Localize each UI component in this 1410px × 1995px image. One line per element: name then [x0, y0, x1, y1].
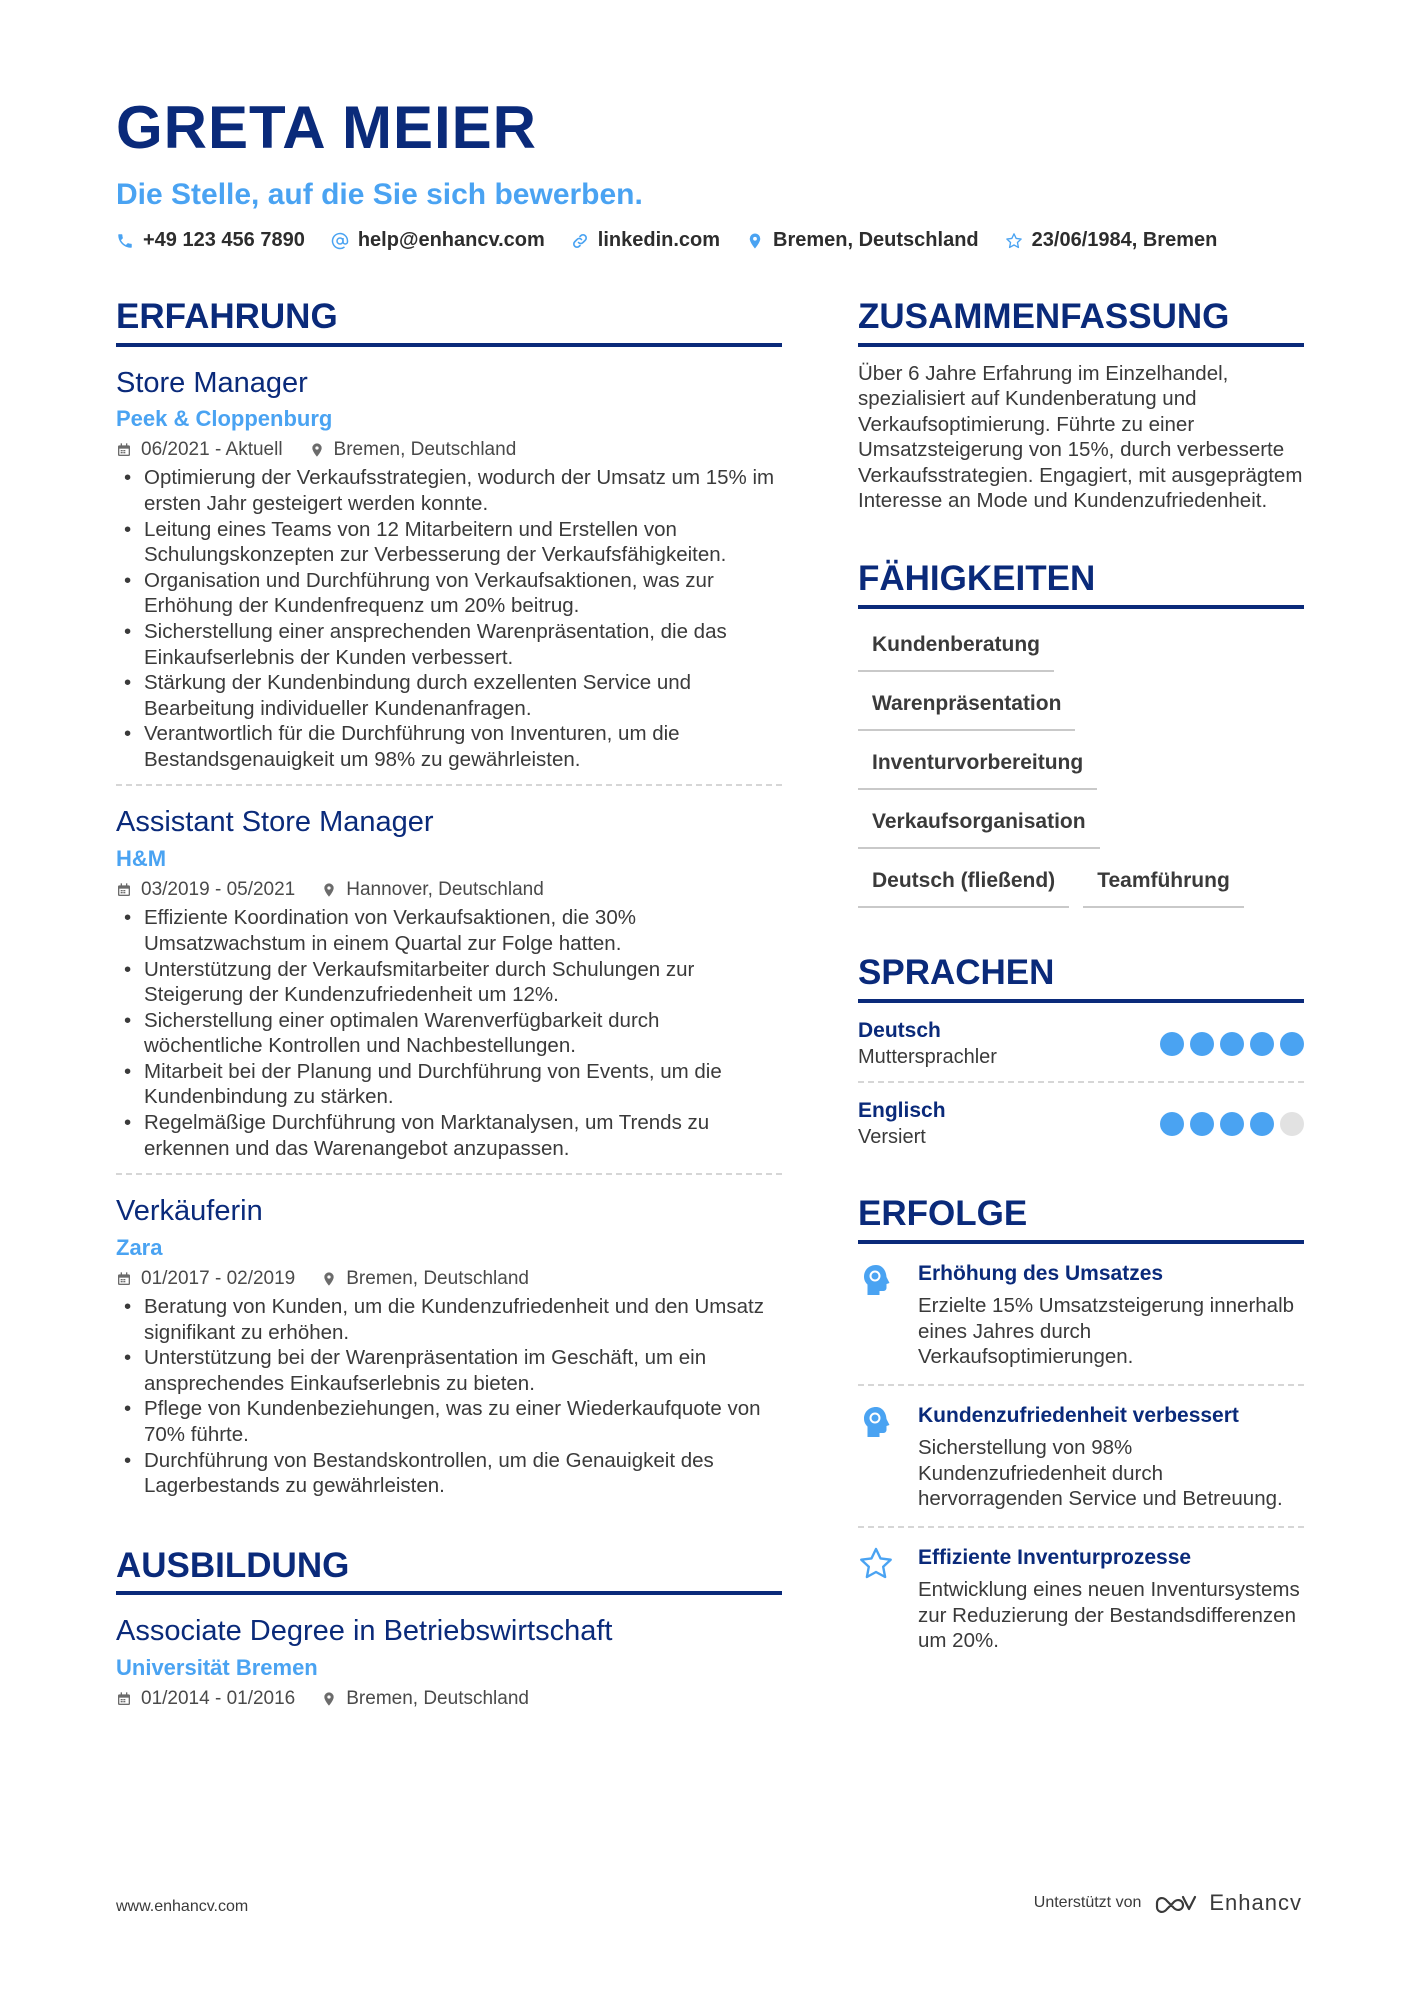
education-dates: 01/2014 - 01/2016 — [141, 1688, 296, 1710]
languages-heading: SPRACHEN — [858, 954, 1304, 1003]
school-name: Universität Bremen — [116, 1654, 318, 1680]
head-icon — [858, 1404, 894, 1440]
birth-text: 23/06/1984, Bremen — [1031, 229, 1218, 251]
achievement-item — [858, 1386, 1304, 1528]
achievement-description: Entwicklung eines neuen Inventursystems zur Reduzierung der Bestandsdifferenzen um 20%. — [918, 1578, 1300, 1653]
linkedin-text: linkedin.com — [597, 229, 721, 251]
email-text: help@enhancv.com — [357, 229, 545, 251]
bullet-item: • Mitarbeit bei der Planung und Durchführung von Events, um die Kundenbindung zu stärken. — [116, 1059, 782, 1110]
contact-linkedin[interactable] — [571, 229, 720, 252]
company-name: H&M — [116, 845, 167, 871]
summary-heading: ZUSAMMENFASSUNG — [858, 298, 1304, 347]
contact-location — [746, 229, 979, 252]
bullet-item: • Beratung von Kunden, um die Kundenzufriedenheit und den Umsatz signifikant zu erhöhen. — [116, 1294, 782, 1345]
skill-tag: Kundenberatung — [858, 619, 1054, 672]
skill-tag: Deutsch (fließend) — [858, 855, 1069, 908]
brand-name: Enhancv — [1209, 1890, 1302, 1915]
job-location: Hannover, Deutschland — [346, 879, 544, 901]
achievement-title: Erhöhung des Umsatzes — [918, 1261, 1164, 1285]
contact-birth — [1005, 229, 1218, 252]
location-pin-icon — [321, 1691, 337, 1707]
rating-dot — [1220, 1032, 1244, 1056]
summary-text: Über 6 Jahre Erfahrung im Einzelhandel, spezialisiert auf Kundenberatung und Verkaufsoptimierung. Führte zu einer Umsatzsteigerung von 15%, durch verbesserte Verkaufsstrategien. Engagiert, mit ausgeprägtem Interesse an Mode und Kundenzufriedenheit. — [858, 361, 1303, 513]
bullet-item: • Sicherstellung einer ansprechenden Warenpräsentation, die das Einkaufserlebnis der Kunden verbessert. — [116, 619, 782, 670]
at-icon — [331, 232, 349, 250]
job-title: Verkäuferin — [116, 1195, 263, 1228]
candidate-name: GRETA MEIER — [116, 94, 538, 161]
language-name: Deutsch — [858, 1018, 941, 1042]
footer-branding — [1034, 1890, 1302, 1916]
phone-text: +49 123 456 7890 — [143, 229, 305, 251]
left-column — [116, 298, 782, 1710]
bullet-item: • Organisation und Durchführung von Verkaufsaktionen, was zur Erhöhung der Kundenfrequenz um 20% beitrug. — [116, 568, 782, 619]
contact-phone[interactable] — [116, 229, 305, 252]
calendar-icon — [116, 1691, 132, 1707]
job-meta — [116, 439, 782, 461]
skills-list — [858, 619, 1304, 914]
job-meta — [116, 1268, 782, 1290]
skill-tag: Warenpräsentation — [858, 678, 1075, 731]
job-dates: 03/2019 - 05/2021 — [141, 879, 296, 901]
language-level: Versiert — [858, 1126, 926, 1149]
calendar-icon — [116, 1271, 132, 1287]
bullet-item: • Stärkung der Kundenbindung durch exzellenten Service und Bearbeitung individueller Kundenanfragen. — [116, 670, 782, 721]
education-meta — [116, 1688, 782, 1710]
head-icon — [858, 1262, 894, 1298]
contact-bar — [116, 229, 1306, 252]
achievement-description: Erzielte 15% Umsatzsteigerung innerhalb eines Jahres durch Verkaufsoptimierungen. — [918, 1293, 1295, 1369]
rating-dot — [1190, 1112, 1214, 1136]
language-rating — [1154, 1112, 1304, 1136]
bullet-item: • Optimierung der Verkaufsstrategien, wodurch der Umsatz um 15% im ersten Jahr gesteigert werden konnte. — [116, 465, 782, 516]
job-entry — [116, 786, 782, 1175]
job-entry — [116, 1175, 782, 1511]
company-name: Zara — [116, 1234, 163, 1260]
target-role: Die Stelle, auf die Sie sich bewerben. — [116, 178, 643, 211]
language-name: Englisch — [858, 1098, 946, 1122]
rating-dot — [1190, 1032, 1214, 1056]
language-item — [858, 1097, 1304, 1161]
bullet-item: • Regelmäßige Durchführung von Marktanalysen, um Trends zu erkennen und das Warenangebot anzupassen. — [116, 1110, 782, 1161]
location-pin-icon — [309, 442, 325, 458]
location-text: Bremen, Deutschland — [773, 229, 979, 251]
rating-dot — [1250, 1032, 1274, 1056]
achievement-item — [858, 1244, 1304, 1386]
resume-header — [116, 94, 1306, 252]
bullet-item: • Unterstützung der Verkaufsmitarbeiter durch Schulungen zur Steigerung der Kundenzufriedenheit um 12%. — [116, 957, 782, 1008]
job-location: Bremen, Deutschland — [346, 1268, 529, 1290]
achievement-title: Kundenzufriedenheit verbessert — [918, 1403, 1239, 1427]
skill-tag: Teamführung — [1083, 855, 1244, 908]
calendar-icon — [116, 442, 132, 458]
bullet-item: • Verantwortlich für die Durchführung von Inventuren, um die Bestandsgenauigkeit um 98% zu gewährleisten. — [116, 721, 782, 772]
rating-dot — [1160, 1112, 1184, 1136]
powered-by-text: Unterstützt von — [1033, 1894, 1142, 1911]
degree-title: Associate Degree in Betriebswirtschaft — [116, 1615, 613, 1648]
enhancv-logo-icon — [1153, 1891, 1199, 1915]
language-rating — [1154, 1032, 1304, 1056]
rating-dot — [1220, 1112, 1244, 1136]
achievements-heading: ERFOLGE — [858, 1195, 1304, 1244]
language-item — [858, 1017, 1304, 1083]
experience-heading: ERFAHRUNG — [116, 298, 782, 347]
calendar-icon — [116, 882, 132, 898]
bullet-item: • Effiziente Koordination von Verkaufsaktionen, die 30% Umsatzwachstum in einem Quartal zur Folge hatten. — [116, 905, 782, 956]
link-icon — [571, 232, 589, 250]
job-bullets — [116, 905, 782, 1161]
bullet-item: • Pflege von Kundenbeziehungen, was zu einer Wiederkaufquote von 70% führte. — [116, 1396, 782, 1447]
education-heading: AUSBILDUNG — [116, 1547, 782, 1596]
skills-heading: FÄHIGKEITEN — [858, 560, 1304, 609]
achievement-description: Sicherstellung von 98% Kundenzufriedenheit durch hervorragenden Service und Betreuung. — [918, 1436, 1283, 1511]
footer-website[interactable]: www.enhancv.com — [116, 1898, 249, 1915]
phone-icon — [116, 232, 134, 250]
job-entry — [116, 347, 782, 787]
rating-dot — [1250, 1112, 1274, 1136]
bullet-item: • Leitung eines Teams von 12 Mitarbeitern und Erstellen von Schulungskonzepten zur Verbesserung der Verkaufsfähigkeiten. — [116, 517, 782, 568]
achievement-title: Effiziente Inventurprozesse — [918, 1545, 1192, 1569]
skill-tag: Verkaufsorganisation — [858, 796, 1100, 849]
rating-dot — [1280, 1032, 1304, 1056]
achievement-item — [858, 1528, 1304, 1668]
education-location: Bremen, Deutschland — [346, 1688, 529, 1710]
bullet-item: • Unterstützung bei der Warenpräsentation im Geschäft, um ein ansprechendes Einkaufserlebnis zu bieten. — [116, 1345, 782, 1396]
location-pin-icon — [746, 232, 764, 250]
location-pin-icon — [321, 1271, 337, 1287]
job-title: Assistant Store Manager — [116, 806, 434, 839]
job-bullets — [116, 465, 782, 772]
job-dates: 01/2017 - 02/2019 — [141, 1268, 296, 1290]
job-location: Bremen, Deutschland — [333, 439, 517, 461]
bullet-item: • Durchführung von Bestandskontrollen, um die Genauigkeit des Lagerbestands zu gewährleisten. — [116, 1448, 782, 1499]
contact-email[interactable] — [331, 229, 545, 252]
bullet-item: • Sicherstellung einer optimalen Warenverfügbarkeit durch wöchentliche Kontrollen und Nachbestellungen. — [116, 1008, 782, 1059]
star-icon — [858, 1546, 894, 1582]
company-name: Peek & Cloppenburg — [116, 405, 333, 431]
skill-tag: Inventurvorbereitung — [858, 737, 1097, 790]
job-meta — [116, 879, 782, 901]
language-level: Muttersprachler — [858, 1045, 997, 1068]
education-entry — [116, 1595, 782, 1710]
location-pin-icon — [321, 882, 337, 898]
rating-dot — [1280, 1112, 1304, 1136]
star-icon — [1005, 232, 1023, 250]
rating-dot — [1160, 1032, 1184, 1056]
job-title: Store Manager — [116, 366, 308, 399]
job-bullets — [116, 1294, 782, 1499]
job-dates: 06/2021 - Aktuell — [141, 439, 283, 461]
right-column — [858, 298, 1304, 1668]
